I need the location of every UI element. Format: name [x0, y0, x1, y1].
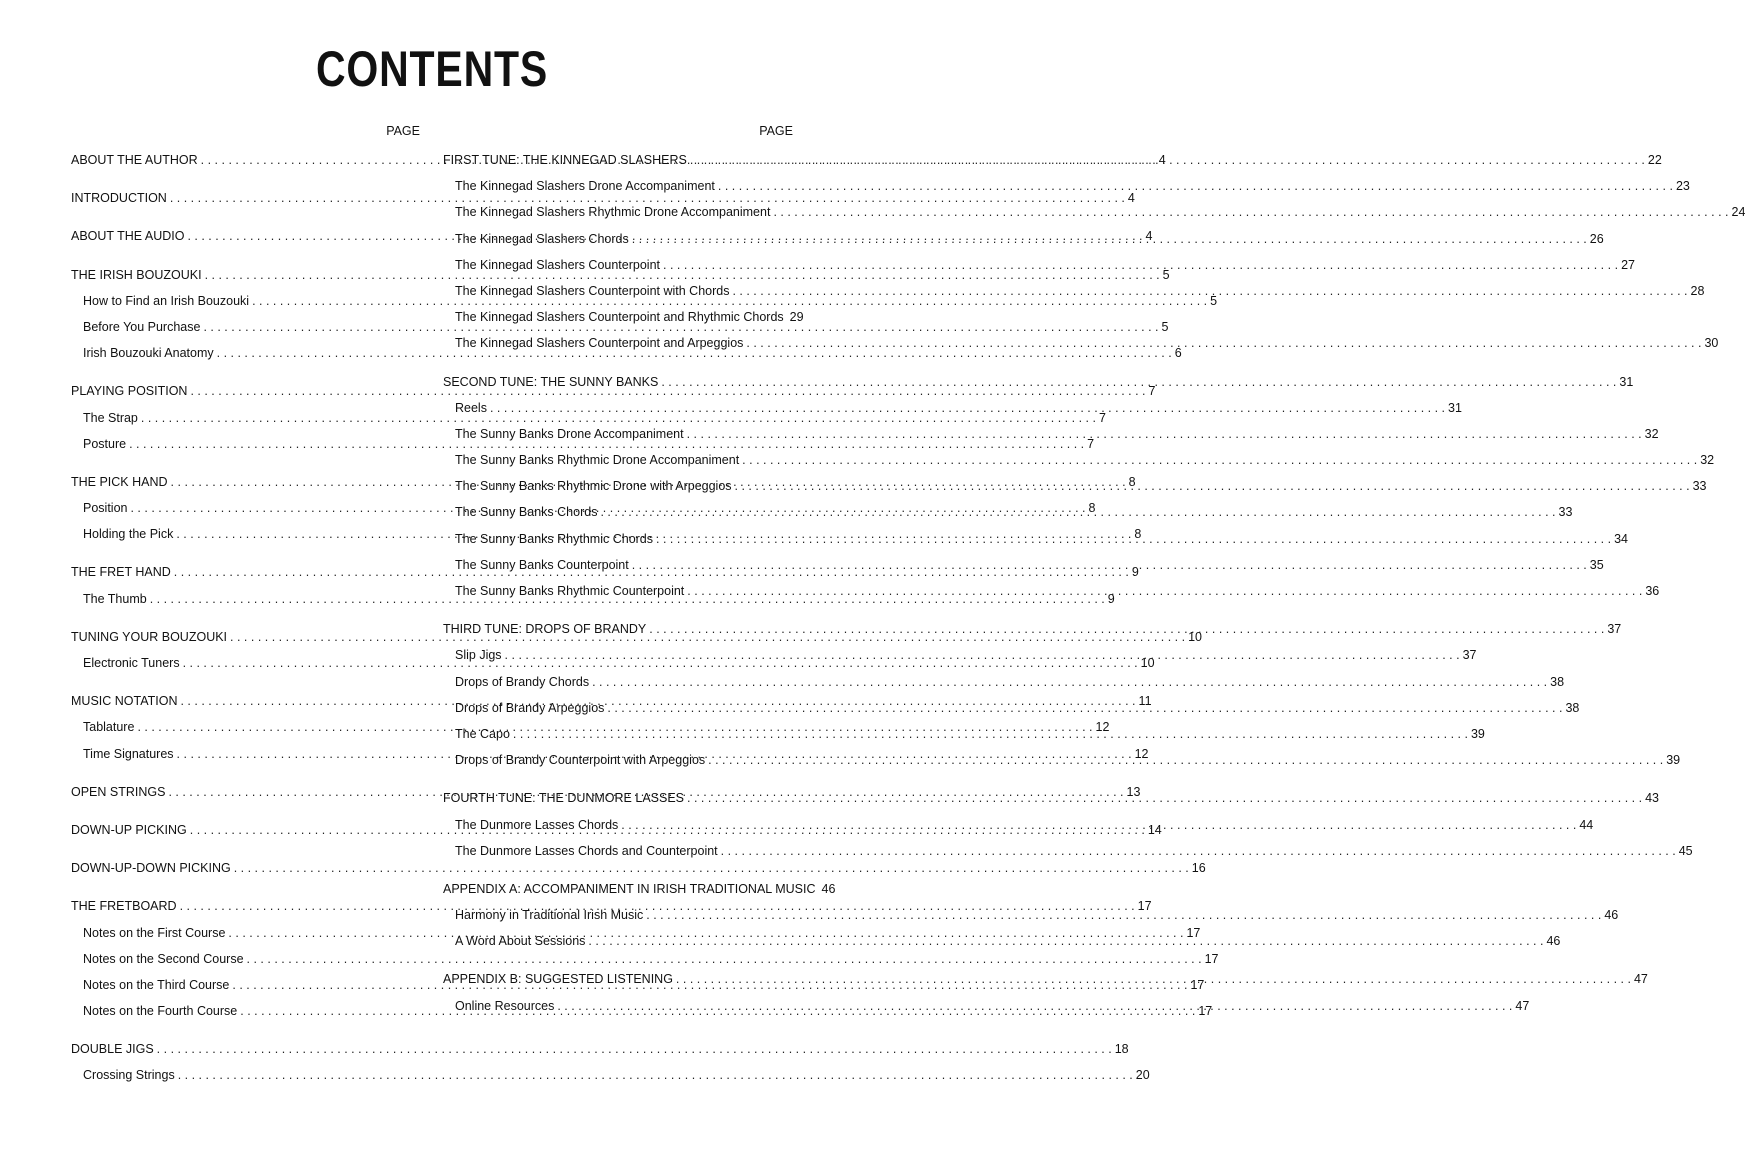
toc-page-number: 46 — [821, 881, 836, 896]
toc-entry-label: Position — [83, 501, 128, 516]
toc-entry-label: Holding the Pick — [83, 527, 174, 542]
toc-page-number: 43 — [1645, 791, 1659, 806]
toc-page-number: 18 — [1114, 1042, 1129, 1057]
toc-page-number: 22 — [1647, 153, 1662, 167]
toc-subentry[interactable] — [443, 173, 1690, 199]
toc-page-number: 34 — [1614, 531, 1628, 546]
toc-subentry[interactable] — [443, 552, 1604, 578]
toc-page-number: 37 — [1607, 622, 1622, 637]
toc-entry-label: The Kinnegad Slashers Rhythmic Drone Accompaniment — [455, 205, 771, 220]
toc-entry-label: The Kinnegad Slashers Chords — [455, 231, 629, 246]
toc-entry-label: Tablature — [83, 720, 135, 735]
toc-page-number: 39 — [1666, 753, 1681, 768]
toc-page-number: 31 — [1448, 400, 1462, 415]
toc-page-number: 31 — [1619, 374, 1634, 389]
toc-page-number: 36 — [1645, 584, 1660, 598]
toc-entry-label: The Kinnegad Slashers Counterpoint and Rhythmic Chords — [455, 310, 784, 325]
toc-subentry[interactable] — [71, 1062, 1150, 1088]
toc-page-number: 27 — [1621, 257, 1635, 272]
toc-entry-label: APPENDIX A: ACCOMPANIMENT IN IRISH TRADITIONAL MUSIC — [443, 881, 816, 896]
dot-leader — [632, 552, 1587, 578]
dot-leader — [721, 838, 1676, 864]
toc-page-number: 26 — [1589, 231, 1604, 246]
toc-entry-label: A Word About Sessions — [455, 934, 586, 949]
toc-page-number: 8 — [1128, 474, 1136, 489]
dot-leader — [746, 330, 1701, 356]
toc-page-number: 14 — [1147, 822, 1162, 837]
toc-page-number: 30 — [1704, 336, 1719, 351]
toc-page-number: 12 — [1095, 720, 1110, 735]
toc-entry-label: The Sunny Banks Rhythmic Drone Accompaniment — [455, 453, 740, 468]
toc-page-number: 28 — [1690, 283, 1705, 298]
toc-entry-label: Harmony in Traditional Irish Music — [455, 908, 644, 923]
dot-leader — [656, 526, 1611, 552]
toc-page-number: 9 — [1131, 565, 1139, 580]
toc-entry-label: Slip Jigs — [455, 648, 502, 663]
toc-page-number: 17 — [1137, 899, 1152, 914]
toc-page-number: 46 — [1604, 908, 1619, 923]
toc-entry-label: DOWN-UP PICKING — [71, 822, 187, 837]
toc-entry-label: INTRODUCTION — [71, 191, 167, 206]
toc-entry-label: The Sunny Banks Counterpoint — [455, 557, 629, 572]
dot-leader — [708, 747, 1663, 773]
dot-leader — [157, 1036, 1112, 1062]
dot-leader — [687, 421, 1642, 447]
toc-page-number: 39 — [1470, 726, 1485, 741]
toc-entry-label: Electronic Tuners — [83, 656, 180, 670]
toc-entry-label: APPENDIX B: SUGGESTED LISTENING — [443, 972, 673, 987]
toc-entry-label: Posture — [83, 436, 127, 451]
toc-section — [443, 369, 1715, 605]
dot-leader — [621, 812, 1576, 838]
toc-entry-label: Time Signatures — [83, 746, 174, 761]
toc-page-number: 35 — [1589, 557, 1604, 572]
toc-subentry[interactable] — [443, 330, 1719, 356]
toc-page-number: 8 — [1134, 527, 1142, 542]
dot-leader — [676, 966, 1631, 992]
toc-entry-label: DOWN-UP-DOWN PICKING — [71, 861, 231, 876]
toc-entry-label: PLAYING POSITION — [71, 384, 188, 399]
toc-entry-label: ABOUT THE AUDIO — [71, 229, 185, 244]
toc-page-number: 33 — [1692, 479, 1707, 494]
toc-page-number: 4 — [1127, 191, 1135, 206]
toc-page-number: 37 — [1462, 648, 1477, 663]
dot-leader — [663, 252, 1618, 278]
toc-entry-label: Notes on the Third Course — [83, 977, 230, 992]
toc-page-number: 7 — [1087, 436, 1095, 451]
toc-page-number: 12 — [1134, 746, 1149, 761]
toc-page-number: 32 — [1644, 426, 1659, 441]
toc-entry-label: The Sunny Banks Drone Accompaniment — [455, 426, 684, 441]
toc-entry-label: THE FRET HAND — [71, 565, 171, 580]
page-column-header: PAGE — [386, 124, 420, 138]
dot-leader — [735, 473, 1690, 499]
toc-entry-label: TUNING YOUR BOUZOUKI — [71, 629, 228, 644]
toc-entry-label: How to Find an Irish Bouzouki — [83, 293, 250, 308]
toc-entry-label: THE FRETBOARD — [71, 899, 177, 914]
dot-leader — [718, 173, 1673, 199]
toc-entry-label: THIRD TUNE: DROPS OF BRANDY — [443, 622, 647, 637]
dot-leader — [632, 226, 1587, 252]
toc-entry[interactable] — [71, 855, 1206, 881]
toc-entry[interactable] — [443, 369, 1634, 395]
toc-entry-label: The Strap — [83, 410, 138, 425]
toc-entry-label: Drops of Brandy Arpeggios — [455, 700, 605, 715]
toc-entry-label: The Kinnegad Slashers Counterpoint with Chords — [455, 283, 730, 298]
toc-entry-label: The Capo — [455, 726, 510, 741]
toc-entry-label: The Kinnegad Slashers Counterpoint and Arpeggios — [455, 336, 744, 351]
toc-entry-label: The Sunny Banks Rhythmic Drone with Arpeggios — [455, 479, 732, 494]
toc-subentry[interactable] — [71, 946, 1219, 972]
toc-entry-label: Notes on the First Course — [83, 925, 226, 940]
toc-page-number: 17 — [1190, 977, 1205, 992]
toc-entry-label: The Dunmore Lasses Chords and Counterpoint — [455, 843, 718, 858]
dot-leader — [646, 902, 1601, 928]
toc-entry-label: Irish Bouzouki Anatomy — [83, 346, 214, 361]
toc-page-number: 10 — [1140, 656, 1155, 670]
toc-page-number: 20 — [1135, 1068, 1150, 1083]
dot-leader — [742, 447, 1697, 473]
toc-page-number: 5 — [1210, 293, 1218, 308]
toc-page-number: 5 — [1162, 267, 1170, 282]
dot-leader — [607, 695, 1562, 721]
toc-entry[interactable] — [443, 147, 1662, 173]
dot-leader — [178, 1062, 1133, 1088]
dot-leader — [557, 993, 1512, 1019]
toc-entry-label: Before You Purchase — [83, 319, 201, 334]
toc-entry-label: DOUBLE JIGS — [71, 1042, 154, 1057]
toc-page-number: 10 — [1188, 629, 1202, 644]
toc-entry-label: THE IRISH BOUZOUKI — [71, 267, 202, 282]
dot-leader — [773, 199, 1728, 225]
toc-subentry[interactable] — [443, 421, 1659, 447]
toc-entry-label: Reels — [455, 400, 487, 415]
toc-entry-label: MUSIC NOTATION — [71, 694, 178, 709]
toc-page-number: 47 — [1633, 972, 1648, 987]
dot-leader — [732, 278, 1687, 304]
toc-page-number: 9 — [1107, 591, 1115, 606]
toc-subentry[interactable] — [443, 395, 1462, 421]
toc-page-number: 11 — [1138, 694, 1152, 709]
toc-page-number: 7 — [1098, 410, 1106, 425]
toc-entry-label: The Sunny Banks Chords — [455, 505, 598, 520]
toc-page-number: 5 — [1161, 319, 1169, 334]
toc-entry[interactable] — [443, 876, 836, 902]
toc-page-number: 16 — [1191, 861, 1206, 876]
toc-subentry[interactable] — [443, 669, 1565, 695]
toc-entry-label: Notes on the Second Course — [83, 951, 244, 966]
toc-entry-label: Crossing Strings — [83, 1068, 175, 1083]
toc-section — [71, 1036, 1150, 1088]
toc-page-number: 6 — [1174, 346, 1182, 361]
toc-entry-label: The Kinnegad Slashers Counterpoint — [455, 257, 660, 272]
toc-page-number: 29 — [789, 310, 804, 325]
toc-subentry[interactable] — [443, 199, 1745, 225]
toc-entry-label: THE PICK HAND — [71, 474, 168, 489]
toc-entry-label: FIRST TUNE: THE KINNEGAD SLASHERS — [443, 153, 687, 167]
dot-leader — [513, 721, 1468, 747]
toc-page-number: 46 — [1546, 934, 1561, 949]
toc-page-number: 32 — [1700, 453, 1715, 468]
toc-page-number: 38 — [1550, 674, 1565, 689]
toc-page-number: 17 — [1186, 925, 1201, 940]
toc-entry-label: SECOND TUNE: THE SUNNY BANKS — [443, 374, 659, 389]
toc-page-number: 17 — [1204, 951, 1219, 966]
toc-entry-label: OPEN STRINGS — [71, 784, 166, 799]
toc-subentry[interactable] — [443, 226, 1604, 252]
toc-page-number: 17 — [1198, 1004, 1213, 1019]
toc-page-number: 23 — [1675, 179, 1690, 194]
toc-subentry[interactable] — [443, 578, 1660, 604]
toc-page-number: 24 — [1731, 205, 1745, 220]
toc-entry-label: The Dunmore Lasses Chords — [455, 817, 619, 832]
toc-entry-label: Notes on the Fourth Course — [83, 1004, 238, 1019]
toc-entry-label: The Sunny Banks Rhythmic Chords — [455, 531, 654, 546]
toc-subentry[interactable] — [443, 473, 1707, 499]
toc-entry-label: The Sunny Banks Rhythmic Counterpoint — [455, 584, 685, 598]
toc-entry-label: Drops of Brandy Counterpoint with Arpeggios — [455, 753, 706, 768]
dot-leader — [505, 642, 1460, 668]
dot-leader — [600, 499, 1555, 525]
toc-subentry[interactable] — [443, 278, 1705, 304]
toc-entry-label: Online Resources — [455, 998, 555, 1013]
toc-entry-label: Drops of Brandy Chords — [455, 674, 590, 689]
toc-subentry[interactable] — [443, 252, 1635, 278]
dot-leader — [592, 669, 1547, 695]
toc-section — [71, 855, 1206, 881]
toc-section — [443, 147, 1745, 357]
toc-entry[interactable] — [71, 1036, 1129, 1062]
toc-page-number: 4 — [1158, 153, 1166, 167]
toc-subentry[interactable] — [443, 526, 1628, 552]
toc-subentry[interactable] — [443, 838, 1693, 864]
toc-page-number: 44 — [1579, 817, 1594, 832]
dot-leader — [661, 369, 1616, 395]
toc-entry-label: The Kinnegad Slashers Drone Accompaniment — [455, 179, 715, 194]
dot-leader — [690, 147, 1645, 173]
toc-page-number: 13 — [1126, 784, 1141, 799]
toc-page-number: 38 — [1565, 700, 1580, 715]
dot-leader — [490, 395, 1445, 421]
toc-page-number: 8 — [1088, 501, 1096, 516]
toc-entry-label: ABOUT THE AUTHOR — [71, 153, 198, 167]
toc-page-number: 7 — [1148, 384, 1156, 399]
toc-subentry[interactable] — [443, 447, 1715, 473]
toc-entry-label: FOURTH TUNE: THE DUNMORE LASSES — [443, 791, 685, 806]
toc-entry-label: The Thumb — [83, 591, 147, 606]
toc-page-number: 4 — [1145, 229, 1153, 244]
dot-leader — [687, 785, 1642, 811]
dot-leader — [588, 928, 1543, 954]
dot-leader — [687, 578, 1642, 604]
toc-page-number: 47 — [1515, 998, 1530, 1013]
toc-page-number: 33 — [1558, 505, 1573, 520]
toc-subentry[interactable] — [443, 499, 1573, 525]
dot-leader — [649, 616, 1604, 642]
page-title: CONTENTS — [315, 41, 549, 97]
toc-page-number: 45 — [1678, 843, 1693, 858]
page-column-header: PAGE — [759, 124, 793, 138]
toc-subentry[interactable] — [443, 304, 804, 330]
